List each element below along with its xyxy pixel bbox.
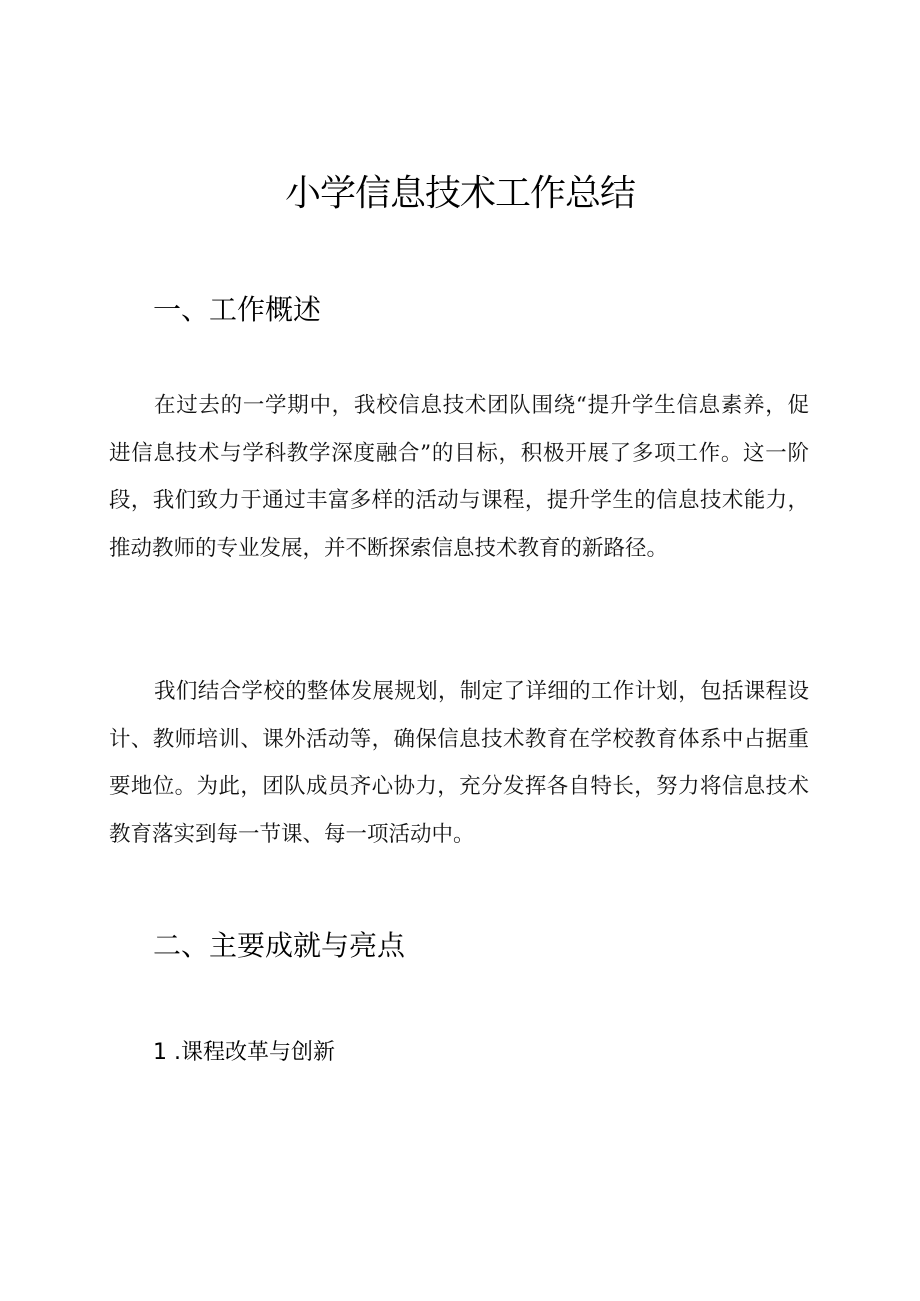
subheading-curriculum-reform: 1 .课程改革与创新 (153, 1040, 335, 1065)
document-title: 小学信息技术工作总结 (284, 173, 635, 214)
overview-paragraph-2: 我们结合学校的整体发展规划，制定了详细的工作计划，包括课程设计、教师培训、课外活动等，确保信息技术教育在学校教育体系中占据重要地位。为此，团队成员齐心协力，充分发挥各自特长，努力将信息技术教育落实到每一节课、每一项活动中。 (109, 679, 809, 847)
section-heading-achievements: 二、主要成就与亮点 (153, 929, 406, 962)
section-heading-overview: 一、工作概述 (153, 293, 322, 326)
overview-paragraph-1: 在过去的一学期中，我校信息技术团队围绕“提升学生信息素养，促进信息技术与学科教学深度融合”的目标，积极开展了多项工作。这一阶段，我们致力于通过丰富多样的活动与课程，提升学生的信息技术能力，推动教师的专业发展，并不断探索信息技术教育的新路径。 (109, 393, 809, 561)
